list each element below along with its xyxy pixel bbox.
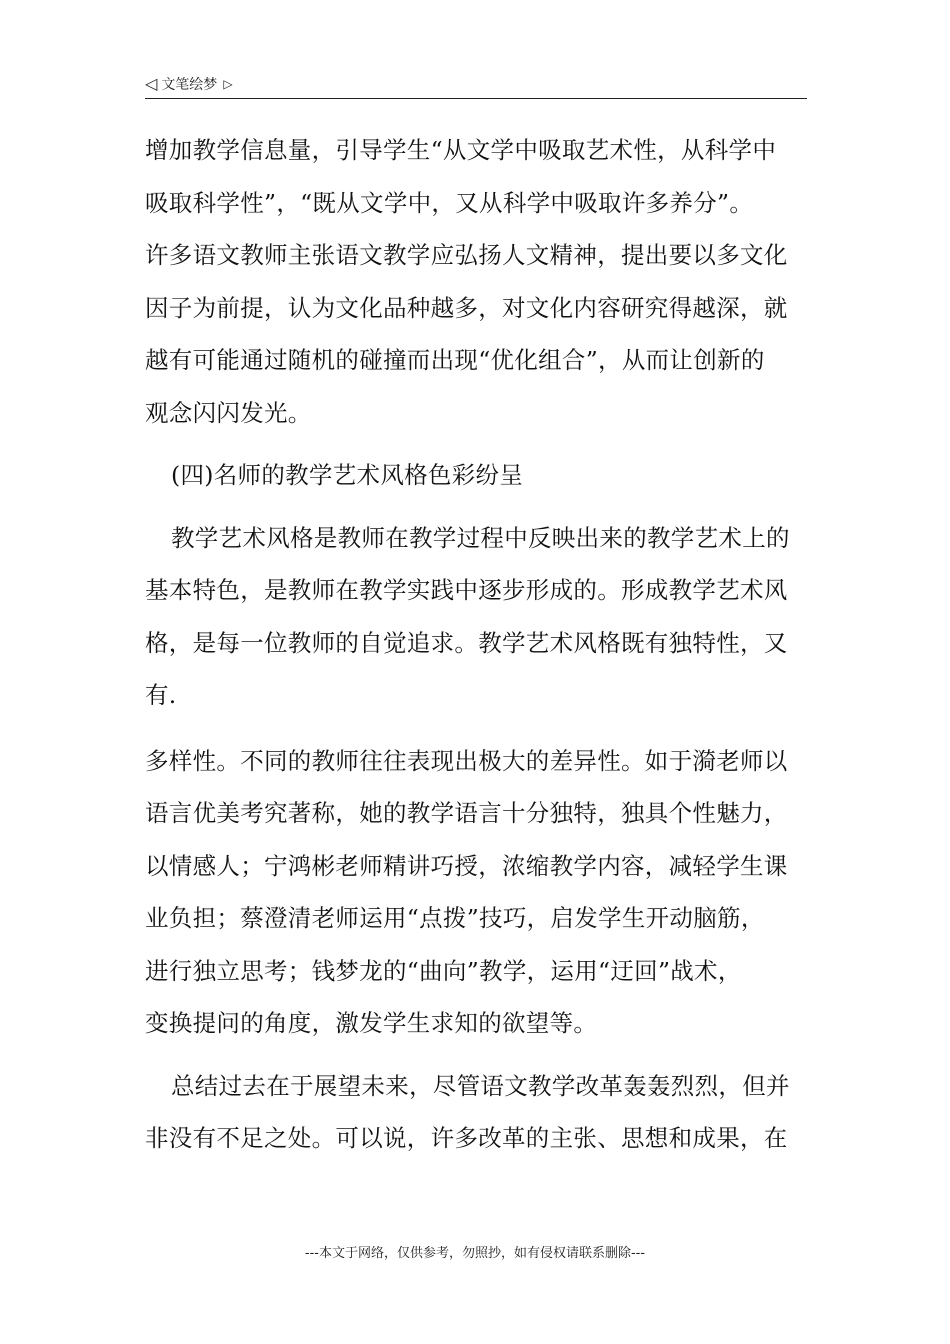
text-line: 多样性。不同的教师往往表现出极大的差异性。如于漪老师以	[145, 746, 788, 775]
text-line: 有.	[145, 681, 177, 709]
text-line: 语言优美考究著称，她的教学语言十分独特，独具个性魅力，	[145, 799, 788, 827]
paragraph-3	[145, 735, 807, 1050]
text-line: 增加教学信息量，引导学生“从文学中吸取艺术性，从科学中	[145, 136, 777, 164]
paragraph-1	[145, 124, 807, 439]
text-line: 进行独立思考；钱梦龙的“曲向”教学，运用“迂回”战术，	[145, 956, 742, 985]
text-line: 教学艺术风格是教师在教学过程中反映出来的教学艺术上的	[171, 523, 790, 552]
page-header	[145, 70, 807, 99]
triangle-left-icon: ◁	[145, 74, 158, 93]
text-line: 变换提问的角度，激发学生求知的欲望等。	[145, 1009, 598, 1037]
text-line: 吸取科学性”，“既从文学中，又从科学中吸取许多养分”。	[145, 188, 754, 217]
section-heading: (四)名师的教学艺术风格色彩纷呈	[171, 461, 524, 489]
page-footer: ---本文于网络，仅供参考，勿照抄，如有侵权请联系删除---	[304, 1246, 646, 1261]
text-line: 非没有不足之处。可以说，许多改革的主张、思想和成果，在	[145, 1124, 788, 1152]
header-title: 文笔绘梦	[161, 77, 218, 93]
text-line: 业负担；蔡澄清老师运用“点拨”技巧，启发学生开动脑筋，	[145, 904, 765, 932]
text-line: 越有可能通过随机的碰撞而出现“优化组合”，从而让创新的	[145, 346, 765, 374]
document-body	[145, 124, 807, 1165]
paragraph-2	[145, 512, 807, 722]
text-line: 观念闪闪发光。	[145, 398, 312, 427]
text-line: 因子为前提，认为文化品种越多，对文化内容研究得越深，就	[145, 293, 788, 322]
text-line: 许多语文教师主张语文教学应弘扬人文精神，提出要以多文化	[145, 241, 788, 269]
text-line: 总结过去在于展望未来，尽管语文教学改革轰轰烈烈，但并	[171, 1071, 790, 1100]
text-line: 以情感人；宁鸿彬老师精讲巧授，浓缩教学内容，减轻学生课	[145, 851, 788, 880]
paragraph-4	[145, 1060, 807, 1165]
triangle-right-icon: ▷	[223, 77, 233, 91]
text-line: 基本特色，是教师在教学实践中逐步形成的。形成教学艺术风	[145, 576, 788, 604]
text-line: 格，是每一位教师的自觉追求。教学艺术风格既有独特性，又	[145, 628, 788, 657]
